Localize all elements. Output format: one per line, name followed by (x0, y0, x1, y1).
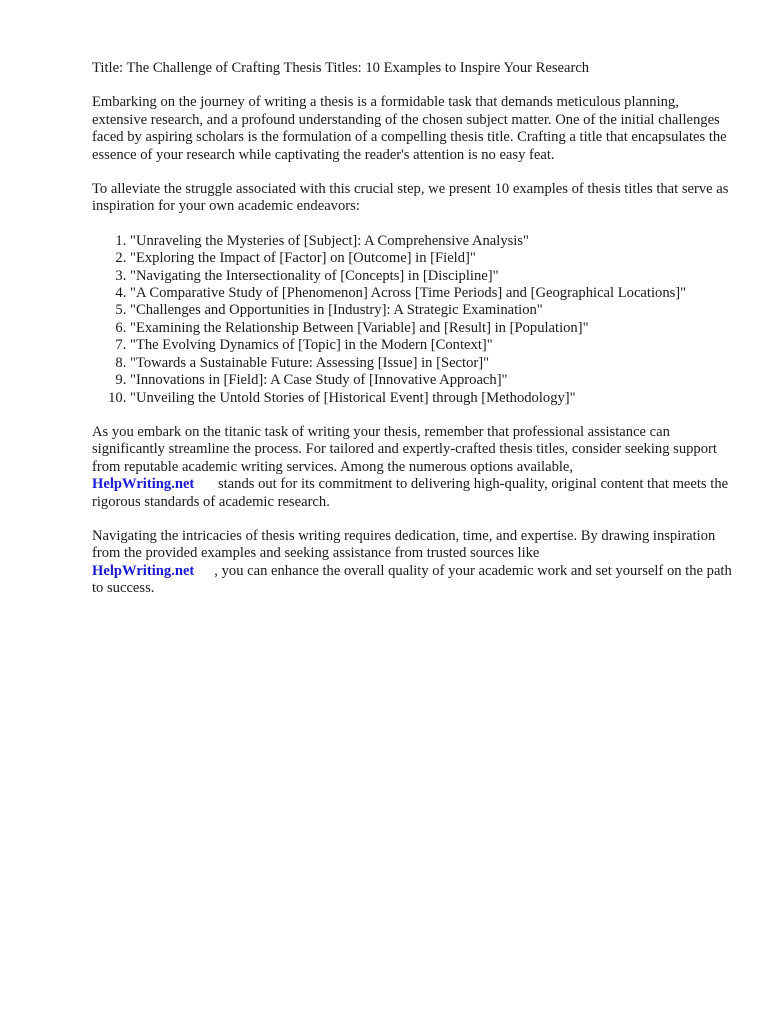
list-item: 7. "The Evolving Dynamics of [Topic] in the Modern [Context]" (130, 337, 732, 354)
list-item: 10. "Unveiling the Untold Stories of [Historical Event] through [Methodology]" (130, 390, 732, 407)
document-title: Title: The Challenge of Crafting Thesis Titles: 10 Examples to Inspire Your Research (92, 60, 590, 76)
examples-list (92, 233, 732, 407)
document-page (92, 60, 732, 615)
assistance-text-after: stands out for its commitment to delivering high-quality, original content that meets the rigorous standards of academic research. (92, 476, 729, 510)
closing-text-before: Navigating the intricacies of thesis writing requires dedication, time, and expertise. By drawing inspiration from the provided examples and seeking assistance from trusted sources like (92, 527, 716, 562)
list-item: 3. "Navigating the Intersectionality of [Concepts] in [Discipline]" (130, 268, 732, 285)
list-item: 5. "Challenges and Opportunities in [Industry]: A Strategic Examination" (130, 302, 732, 319)
list-item: 4. "A Comparative Study of [Phenomenon] Across [Time Periods] and [Geographical Locations]" (130, 285, 732, 302)
list-item: 8. "Towards a Sustainable Future: Assessing [Issue] in [Sector]" (130, 355, 732, 372)
assistance-paragraph (92, 424, 732, 511)
helpwriting-link[interactable]: HelpWriting.net (92, 476, 195, 493)
lead-in-paragraph: To alleviate the struggle associated with this crucial step, we present 10 examples of thesis titles that serve as inspiration for your own academic endeavors: (92, 181, 729, 215)
intro-paragraph: Embarking on the journey of writing a thesis is a formidable task that demands meticulous planning, extensive research, and a profound understanding of the chosen subject matter. One of the initial challenges faced by aspiring scholars is the formulation of a compelling thesis title. Crafting a title that encapsulates the essence of your research while captivating the reader's attention is no easy feat. (92, 94, 727, 163)
list-item: 9. "Innovations in [Field]: A Case Study of [Innovative Approach]" (130, 372, 732, 389)
list-item: 2. "Exploring the Impact of [Factor] on [Outcome] in [Field]" (130, 250, 732, 267)
assistance-text-before: As you embark on the titanic task of writing your thesis, remember that professional assistance can significantly streamline the process. For tailored and expertly-crafted thesis titles, consider seeking support from reputable academic writing services. Among the numerous options available, (92, 423, 717, 475)
list-item: 1. "Unraveling the Mysteries of [Subject]: A Comprehensive Analysis" (130, 233, 732, 250)
helpwriting-link-2[interactable]: HelpWriting.net (92, 562, 195, 579)
closing-text-after: , you can enhance the overall quality of your academic work and set yourself on the path to success. (92, 562, 732, 597)
list-item: 6. "Examining the Relationship Between [Variable] and [Result] in [Population]" (130, 320, 732, 337)
closing-paragraph (92, 528, 732, 598)
